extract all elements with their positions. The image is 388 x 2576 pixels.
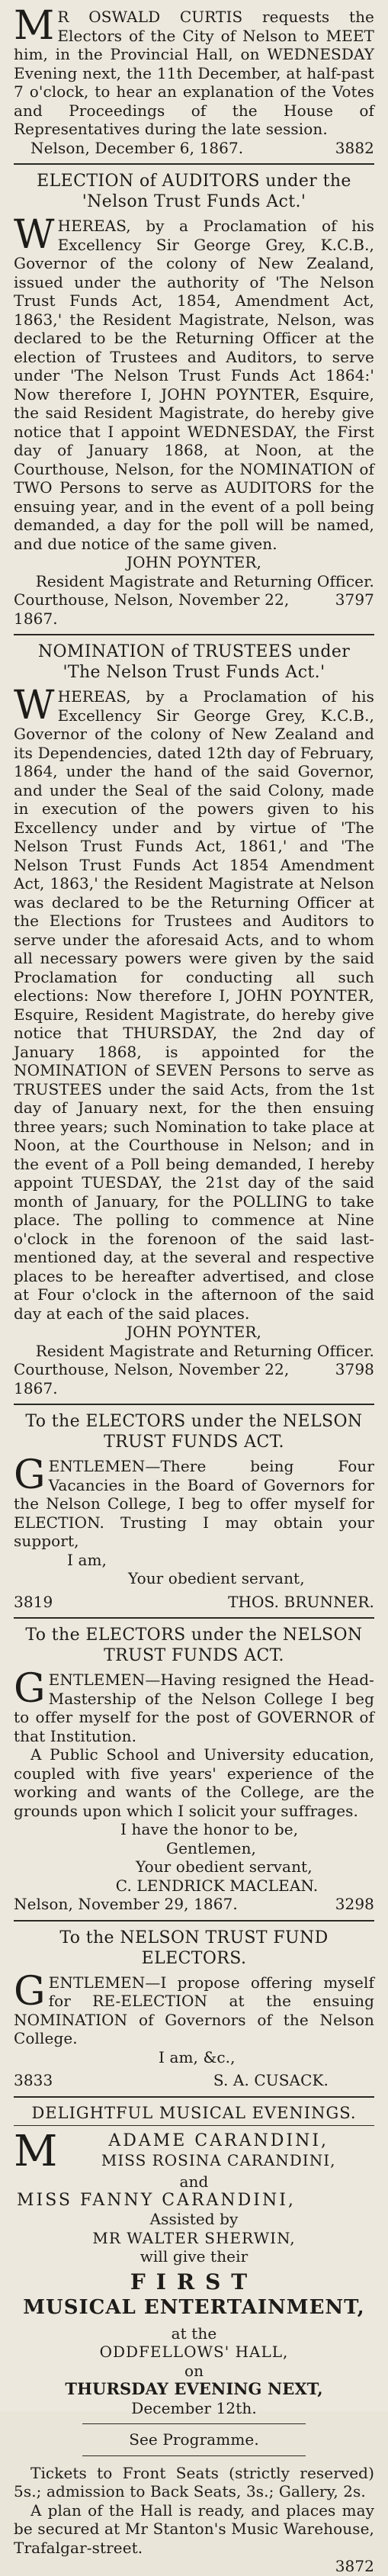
closing-line: Your obedient servant, <box>128 1569 305 1587</box>
closing-line: I have the honor to be, <box>120 1820 299 1838</box>
divider-rule <box>14 163 374 165</box>
divider-rule <box>14 2096 374 2098</box>
notice-ref: 3833 <box>14 2071 53 2089</box>
notice-body: ENTLEMEN—I propose offering myself for RE-ELECTION at the ensuing NOMINATION of Governors of the Nelson College. <box>14 1973 374 2047</box>
notice-body: HEREAS, by a Proclamation of his Excellency Sir George Grey, K.C.B., Governor of the colony of New Zealand, issued under the authority of 'The Nelson Trust Funds Act, 1854, Amendment Act, 1863,' the Resident Magistrate, Nelson, was declared to be the Returning Officer at the election of Trustees and Auditors, to serve under 'The Nelson Trust Funds Act 1864:' Now therefore I, JOHN POYNTER, Esquire, the said Resident Magistrate, do hereby give notice that I appoint WEDNESDAY, the First day of January 1868, at Noon, at the Courthouse, Nelson, for the NOMINATION of TWO Persons to serve as AUDITORS for the ensuing year, and in the event of a poll being demanded, a day for the poll will be named, and due notice of the same given. <box>14 217 374 553</box>
notice-body: HEREAS, by a Proclamation of his Excellency Sir George Grey, K.C.B., Governor of the colony of New Zealand and its Dependencies, dated 12th day of February, 1864, under the hand of the said Governor, and under the Seal of the said Colony, made in execution of the powers given to his Excellency under and by virtue of 'The Nelson Trust Funds Act, 1861,' and 'The Nelson Trust Funds Act 1854 Amendment Act, 1863,' the Resident Magistrate at Nelson was declared to be the Returning Officer at the Elections for Trustees and Auditors to serve under the aforesaid Acts, and to whom all necessary powers were given by the said Proclamation for conducting all such elections: Now therefore I, JOHN POYNTER, Esquire, Resident Magistrate, do hereby give notice that THURSDAY, the 2nd day of January 1868, is appointed for the NOMINATION of SEVEN Persons to serve as TRUSTEES under the said Acts, from the 1st day of January next, for the then ensuing three years; such Nomination to take place at Noon, at the Courthouse in Nelson; and in the event of a Poll being demanded, I hereby appoint TUESDAY, the 21st day of the said month of January, for the POLLING to take place. The polling to commence at Nine o'clock in the forenoon of the said last-mentioned day, at the several and respective places to be hereafter advertised, and close at Four o'clock in the afternoon of the said day at each of the said places. <box>14 687 374 1323</box>
signatory: JOHN POYNTER, <box>127 553 261 571</box>
divider-rule <box>14 1617 374 1619</box>
notice-ref: 3798 <box>335 1360 374 1378</box>
conjunction-text: and <box>179 2172 209 2191</box>
closing-line: I am, <box>67 1550 107 1569</box>
divider-rule <box>82 2423 306 2424</box>
notice-cusack <box>14 1928 374 2090</box>
drop-cap: M <box>14 3 55 49</box>
drop-cap: W <box>14 212 55 258</box>
notice-body: ENTLEMEN—Having resigned the Head-Mastership of the Nelson College I beg to offer myself for the post of GOVERNOR of that Institution. <box>14 1671 374 1745</box>
divider-rule <box>14 1920 374 1922</box>
signatory-office: Resident Magistrate and Returning Officer. <box>35 571 374 590</box>
notice-body-2: A Public School and University education, coupled with five years' experience of the working and wants of the College, are the grounds upon which I solicit your suffrages. <box>14 1745 374 1820</box>
signatory: THOS. BRUNNER. <box>228 1592 374 1611</box>
notice-title <box>14 1411 374 1452</box>
notice-title-line: ELECTION of AUDITORS under the <box>37 172 351 191</box>
signatory: C. LENDRICK MACLEAN. <box>115 1876 319 1895</box>
closing-line: Your obedient servant, <box>136 1857 313 1876</box>
venue-name: ODDFELLOWS' HALL, <box>99 2343 289 2361</box>
assisted-text: Assisted by <box>149 2210 239 2228</box>
signatory: S. A. CUSACK. <box>213 2071 329 2089</box>
notice-election-auditors <box>14 171 374 628</box>
drop-cap: G <box>14 1666 46 1712</box>
notice-brunner <box>14 1411 374 1611</box>
event-heading: MUSICAL ENTERTAINMENT, <box>23 2295 365 2319</box>
signatory-office: Resident Magistrate and Returning Officer. <box>35 1341 374 1360</box>
notice-maclean <box>14 1625 374 1914</box>
notice-title-line: To the ELECTORS under the NELSON <box>25 1412 363 1431</box>
notice-date: Nelson, December 6, 1867. <box>30 138 244 157</box>
event-date: December 12th. <box>131 2398 257 2417</box>
notice-ref: 3872 <box>335 2557 374 2575</box>
plan-text: A plan of the Hall is ready, and places may be secured at Mr Stanton's Music Warehouse, Trafalgar-street. <box>14 2500 374 2557</box>
notice-title-line: ELECTORS. <box>141 1948 247 1968</box>
closing-line: I am, &c., <box>159 2047 236 2066</box>
notice-curtis-meeting <box>14 3 374 157</box>
notice-title <box>14 1625 374 1666</box>
notice-title-line: NOMINATION of TRUSTEES under <box>37 642 351 661</box>
notice-ref: 3819 <box>14 1592 53 1611</box>
divider-rule <box>14 2125 374 2126</box>
notice-body: R OSWALD CURTIS requests the Electors of the City of Nelson to MEET him, in the Provincial Hall, on WEDNESDAY Evening next, the 11th December, at half-past 7 o'clock, to hear an explanation of the Votes and Proceedings of the House of Representatives during the late session. <box>14 8 374 138</box>
performer-name: MISS FANNY CARANDINI, <box>17 2190 296 2210</box>
at-text: at the <box>171 2324 217 2343</box>
performer-name: MISS ROSINA CARANDINI, <box>101 2150 336 2169</box>
divider-rule <box>14 1404 374 1405</box>
notice-ref: 3797 <box>335 590 374 609</box>
notice-title <box>14 171 374 212</box>
tickets-text: Tickets to Front Seats (strictly reserved) 5s.; admission to Back Seats, 3s.; Gallery, 2s. <box>14 2463 374 2500</box>
notice-ref: 3882 <box>335 138 374 157</box>
notice-place: Courthouse, Nelson, November 22, 1867. <box>14 590 290 628</box>
notice-title-line: 'The Nelson Trust Funds Act.' <box>63 663 325 682</box>
notice-title-line: TRUST FUNDS ACT. <box>104 1433 284 1452</box>
notice-nomination-trustees <box>14 642 374 1397</box>
assistant-name: MR WALTER SHERWIN, <box>92 2228 296 2247</box>
see-programme: See Programme. <box>129 2430 259 2449</box>
on-text: on <box>184 2361 204 2380</box>
signatory: JOHN POYNTER, <box>127 1323 261 1341</box>
notice-title-line: TRUST FUNDS ACT. <box>104 1646 284 1665</box>
drop-cap: G <box>14 1452 46 1498</box>
concert-heading: DELIGHTFUL MUSICAL EVENINGS. <box>31 2103 357 2122</box>
notice-title <box>14 1928 374 1969</box>
closing-line: Gentlemen, <box>166 1838 257 1857</box>
drop-cap: W <box>14 683 55 728</box>
notice-title-line: 'Nelson Trust Funds Act.' <box>82 192 306 211</box>
notice-title <box>14 642 374 683</box>
divider-rule <box>14 634 374 635</box>
notice-date: Nelson, November 29, 1867. <box>14 1895 238 1913</box>
notice-place: Courthouse, Nelson, November 22, 1867. <box>14 1360 290 1397</box>
drop-cap: G <box>14 1968 46 2015</box>
notice-carandini-concert <box>14 2104 374 2576</box>
first-heading: FIRST <box>130 2269 258 2295</box>
notice-title-line: To the NELSON TRUST FUND <box>59 1928 329 1947</box>
divider-rule <box>82 2455 306 2456</box>
notice-ref: 3298 <box>335 1895 374 1913</box>
performer-name: ADAME CARANDINI, <box>108 2131 329 2150</box>
drop-cap: M <box>14 2127 60 2176</box>
event-day: THURSDAY EVENING NEXT, <box>65 2379 323 2398</box>
notice-title-line: To the ELECTORS under the NELSON <box>25 1626 363 1645</box>
will-give-text: will give their <box>139 2247 249 2266</box>
notice-body: ENTLEMEN—There being Four Vacancies in the Board of Governors for the Nelson College, I beg to offer myself for ELECTION. Trusting I may obtain your support, <box>14 1457 374 1550</box>
